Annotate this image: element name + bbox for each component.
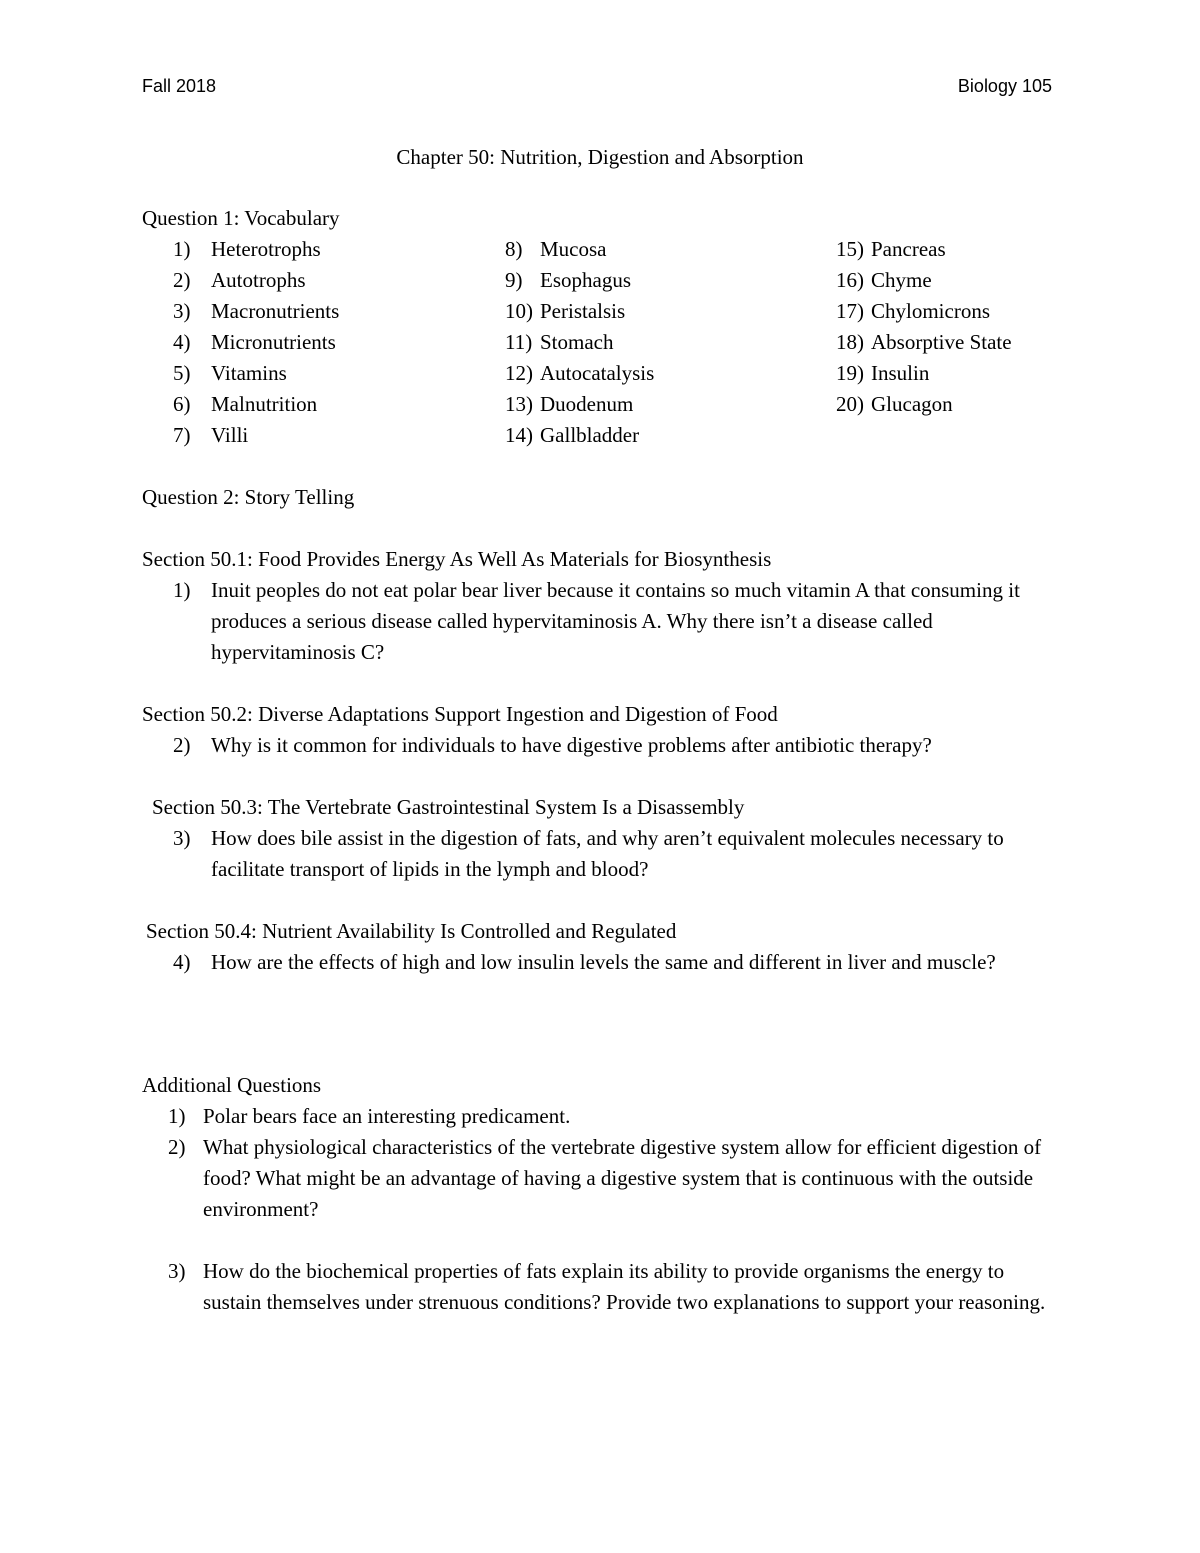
vocab-item: [505, 265, 654, 296]
vocab-term: Malnutrition: [211, 392, 318, 416]
vocab-number: 15): [836, 237, 864, 261]
vocab-number: 4): [173, 330, 191, 354]
question-text: Why is it common for individuals to have digestive problems after antibiotic therapy?: [211, 733, 932, 757]
section-heading: Section 50.1: Food Provides Energy As Well As Materials for Biosynthesis: [142, 547, 772, 571]
vocab-number: 13): [505, 392, 533, 416]
vocab-item: [173, 296, 339, 327]
vocab-item: [836, 327, 1012, 358]
vocab-term: Pancreas: [871, 237, 946, 261]
vocab-number: 2): [173, 268, 191, 292]
section-heading: Section 50.3: The Vertebrate Gastrointestinal System Is a Disassembly: [152, 795, 745, 819]
vocab-number: 14): [505, 423, 533, 447]
vocab-number: 11): [505, 330, 533, 354]
vocab-number: 9): [505, 268, 523, 292]
vocab-item: [836, 234, 1012, 265]
vocab-column-2: [505, 234, 654, 451]
section-question: [173, 575, 1033, 668]
vocab-item: [173, 389, 339, 420]
vocab-item: [505, 358, 654, 389]
vocab-term: Glucagon: [871, 392, 953, 416]
vocab-number: 10): [505, 299, 533, 323]
vocab-item: [836, 265, 1012, 296]
vocab-term: Stomach: [540, 330, 614, 354]
vocab-number: 19): [836, 361, 864, 385]
vocab-item: [173, 327, 339, 358]
vocab-term: Autotrophs: [211, 268, 306, 292]
vocab-item: [505, 234, 654, 265]
vocab-number: 8): [505, 237, 523, 261]
question-text: How does bile assist in the digestion of fats, and why aren’t equivalent molecules necessary to facilitate transport of lipids in the lymph and blood?: [211, 826, 1004, 881]
vocab-number: 17): [836, 299, 864, 323]
additional-question: [168, 1101, 1048, 1132]
section-question: [173, 947, 1033, 978]
vocab-item: [505, 296, 654, 327]
question-text: How do the biochemical properties of fats explain its ability to provide organisms the energy to sustain themselves under strenuous conditions? Provide two explanations to support your reasoning.: [203, 1259, 1046, 1314]
vocab-number: 18): [836, 330, 864, 354]
vocab-number: 16): [836, 268, 864, 292]
section-question: [173, 823, 1033, 885]
question-number: 2): [173, 733, 191, 757]
vocab-column-1: [173, 234, 339, 451]
question-text: How are the effects of high and low insulin levels the same and different in liver and muscle?: [211, 950, 996, 974]
vocab-term: Insulin: [871, 361, 930, 385]
vocab-term: Vitamins: [211, 361, 287, 385]
vocab-item: [173, 420, 339, 451]
vocab-term: Absorptive State: [871, 330, 1012, 354]
question-text: Polar bears face an interesting predicament.: [203, 1104, 571, 1128]
vocab-item: [173, 234, 339, 265]
vocab-number: 1): [173, 237, 191, 261]
vocab-term: Micronutrients: [211, 330, 336, 354]
header-semester: Fall 2018: [142, 76, 217, 96]
vocab-number: 7): [173, 423, 191, 447]
vocab-term: Esophagus: [540, 268, 631, 292]
question2-heading: Question 2: Story Telling: [142, 485, 355, 509]
vocab-number: 20): [836, 392, 864, 416]
vocab-term: Villi: [211, 423, 249, 447]
vocab-number: 5): [173, 361, 191, 385]
vocab-item: [173, 265, 339, 296]
section-heading: Section 50.2: Diverse Adaptations Support Ingestion and Digestion of Food: [142, 702, 778, 726]
question-number: 1): [168, 1104, 186, 1128]
question-number: 4): [173, 950, 191, 974]
question-number: 3): [173, 826, 191, 850]
additional-heading: Additional Questions: [142, 1073, 322, 1097]
vocab-item: [505, 327, 654, 358]
vocab-item: [505, 389, 654, 420]
question-text: What physiological characteristics of the vertebrate digestive system allow for efficient digestion of food? What might be an advantage of having a digestive system that is continuous with the outside environment?: [203, 1135, 1042, 1221]
vocab-term: Macronutrients: [211, 299, 340, 323]
vocab-number: 6): [173, 392, 191, 416]
question-number: 3): [168, 1259, 186, 1283]
vocab-item: [173, 358, 339, 389]
vocab-term: Mucosa: [540, 237, 607, 261]
vocab-number: 3): [173, 299, 191, 323]
section-heading: Section 50.4: Nutrient Availability Is Controlled and Regulated: [146, 919, 677, 943]
header-course: Biology 105: [957, 76, 1052, 96]
vocab-item: [836, 389, 1012, 420]
vocab-item: [836, 296, 1012, 327]
vocab-term: Gallbladder: [540, 423, 640, 447]
additional-question: [168, 1132, 1048, 1225]
question1-heading: Question 1: Vocabulary: [142, 206, 340, 230]
question-number: 1): [173, 578, 191, 602]
vocab-term: Chylomicrons: [871, 299, 990, 323]
vocab-item: [505, 420, 654, 451]
vocab-term: Autocatalysis: [540, 361, 655, 385]
vocab-term: Heterotrophs: [211, 237, 321, 261]
question-text: Inuit peoples do not eat polar bear liver because it contains so much vitamin A that consuming it produces a serious disease called hypervitaminosis A. Why there isn’t a disease called hypervitaminosis C?: [211, 578, 1020, 664]
vocab-term: Duodenum: [540, 392, 634, 416]
vocab-item: [836, 358, 1012, 389]
page-title: Chapter 50: Nutrition, Digestion and Absorption: [396, 145, 804, 169]
section-question: [173, 730, 1053, 761]
question-number: 2): [168, 1135, 186, 1159]
vocab-column-3: [836, 234, 1012, 420]
additional-question: [168, 1256, 1048, 1318]
vocab-number: 12): [505, 361, 533, 385]
vocab-term: Peristalsis: [540, 299, 626, 323]
vocab-term: Chyme: [871, 268, 932, 292]
